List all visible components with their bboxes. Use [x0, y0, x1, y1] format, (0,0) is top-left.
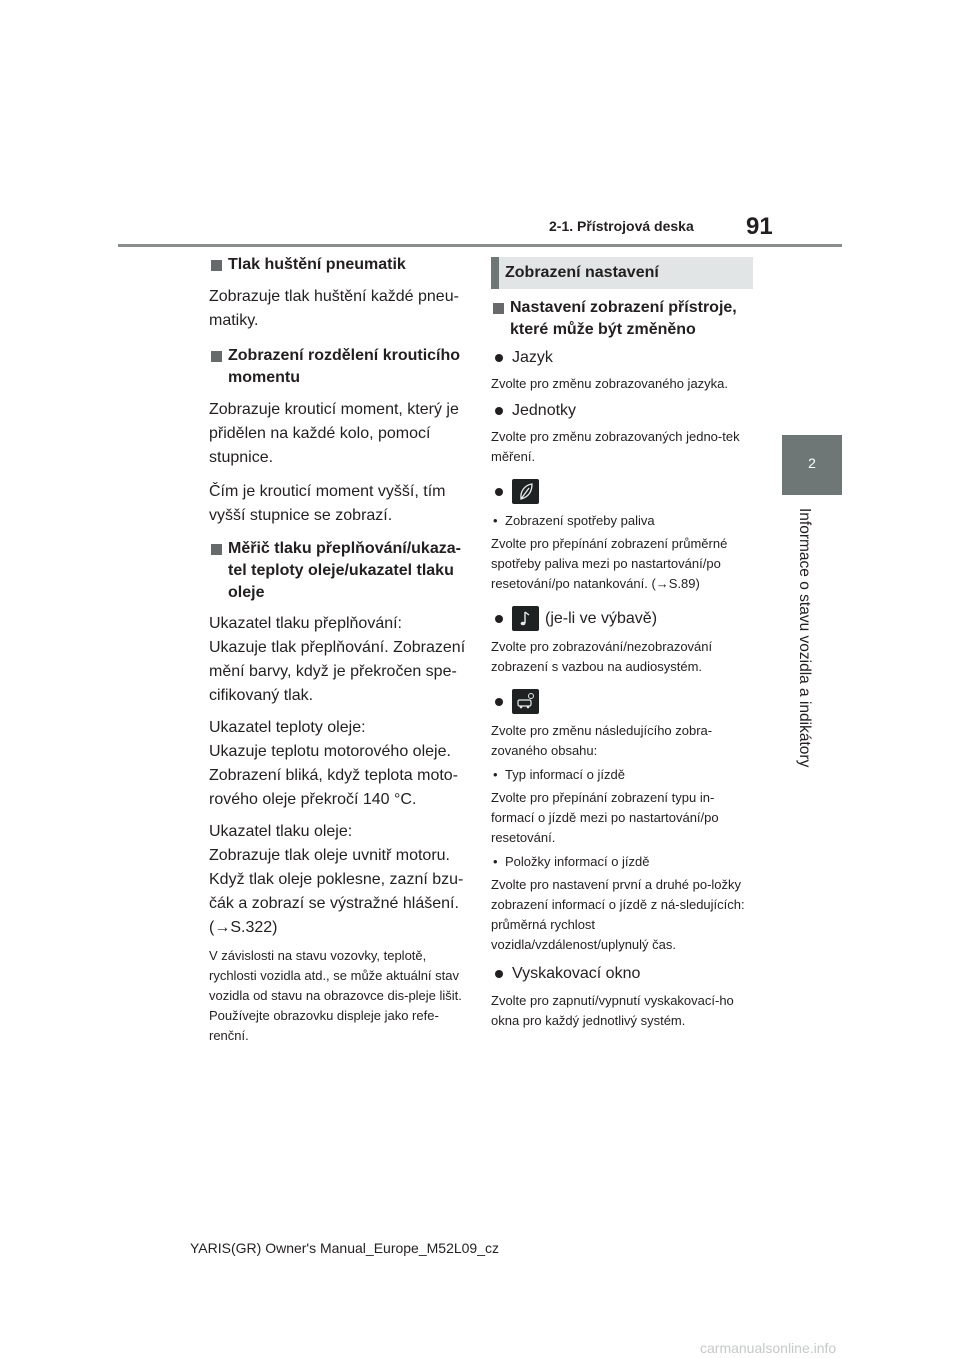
description: Zvolte pro nastavení první a druhé po-ložky zobrazení informací o jízdě z ná-sledujících: průměrná rychlost vozidla/vzdálenost/uplynulý čas.: [491, 877, 745, 952]
page-number: 91: [746, 213, 773, 240]
list-item: Jednotky: [491, 400, 753, 422]
vehicle-info-icon: [512, 689, 539, 714]
square-bullet-icon: [493, 303, 504, 314]
description: Zvolte pro přepínání zobrazení typu in-formací o jízdě mezi po nastartování/po resetování.: [491, 790, 719, 845]
bullet-icon: [495, 970, 503, 978]
square-bullet-icon: [211, 351, 222, 362]
description: Zvolte pro zobrazování/nezobrazování zobrazení s vazbou na audiosystém.: [491, 639, 713, 674]
sub-item: • Položky informací o jízdě: [493, 854, 650, 869]
sub-item: • Typ informací o jízdě: [493, 767, 625, 782]
bullet-icon: [495, 354, 503, 362]
description: Zvolte pro přepínání zobrazení průměrné spotřeby paliva mezi po nastartování/po resetování/po natankování. (→S.89): [491, 536, 728, 591]
paragraph: Zobrazuje tlak oleje uvnitř motoru. Když tlak oleje poklesne, zazní bzu-čák a zobrazí se výstražné hlášení.: [209, 847, 464, 912]
description: Zvolte pro změnu zobrazovaného jazyka.: [491, 376, 729, 391]
paragraph: Ukazatel tlaku přeplňování:: [209, 615, 402, 632]
heading-gauges: Měřič tlaku přeplňování/ukaza-tel teploty oleje/ukazatel tlaku oleje: [209, 538, 469, 604]
list-item: Jazyk: [491, 347, 753, 369]
paragraph: Ukazuje teplotu motorového oleje. Zobrazení bliká, když teplota moto-rového oleje překročí 140 °C.: [209, 743, 459, 808]
chapter-number: 2: [808, 455, 816, 471]
list-item: Vyskakovací okno: [491, 963, 753, 985]
heading-settings: Nastavení zobrazení přístroje, které může být změněno: [491, 297, 753, 341]
section-band: Zobrazení nastavení: [491, 257, 753, 289]
square-bullet-icon: [211, 260, 222, 271]
note: V závislosti na stavu vozovky, teplotě, rychlosti vozidla atd., se může aktuální stav vozidla od stavu na obrazovce dis-pleje lišit.: [209, 948, 462, 1003]
paragraph: Zobrazuje tlak huštění každé pneu-matiky.: [209, 288, 459, 329]
note: Používejte obrazovku displeje jako refe-renční.: [209, 1008, 439, 1043]
sub-item: • Zobrazení spotřeby paliva: [493, 513, 655, 528]
bullet-icon: [495, 488, 503, 496]
paragraph: Zobrazuje krouticí moment, který je přidělen na každé kolo, pomocí stupnice.: [209, 401, 459, 466]
page-reference: (→S.322): [209, 919, 278, 936]
section-title: 2-1. Přístrojová deska: [549, 218, 694, 234]
eco-leaf-icon: [512, 479, 539, 504]
bullet-icon: [495, 615, 503, 623]
list-item: (je-li ve výbavě): [491, 606, 753, 631]
left-column: [209, 254, 469, 1046]
paragraph: Ukazatel tlaku oleje:: [209, 823, 353, 840]
header-divider: [118, 244, 842, 247]
watermark: carmanualsonline.info: [700, 1340, 837, 1356]
footer-text: YARIS(GR) Owner's Manual_Europe_M52L09_cz: [190, 1240, 499, 1256]
description: Zvolte pro změnu zobrazovaných jedno-tek měření.: [491, 429, 740, 464]
heading-tire-pressure: Tlak huštění pneumatik: [209, 254, 469, 276]
bullet-icon: [495, 698, 503, 706]
description: Zvolte pro změnu následujícího zobra-zovaného obsahu:: [491, 723, 713, 758]
bullet-icon: [495, 407, 503, 415]
paragraph: Ukazuje tlak přeplňování. Zobrazení mění barvy, když je překročen spe-cifikovaný tlak.: [209, 639, 466, 704]
list-item: [491, 689, 753, 714]
square-bullet-icon: [211, 544, 222, 555]
paragraph: Čím je krouticí moment vyšší, tím vyšší stupnice se zobrazí.: [209, 483, 446, 524]
music-note-icon: [512, 606, 539, 631]
description: Zvolte pro zapnutí/vypnutí vyskakovací-ho okna pro každý jednotlivý systém.: [491, 993, 734, 1028]
right-column: [491, 257, 753, 1031]
list-item: [491, 479, 753, 504]
heading-torque: Zobrazení rozdělení krouticího momentu: [209, 345, 469, 389]
chapter-label: Informace o stavu vozidla a indikátory: [796, 508, 813, 768]
paragraph: Ukazatel teploty oleje:: [209, 719, 366, 736]
